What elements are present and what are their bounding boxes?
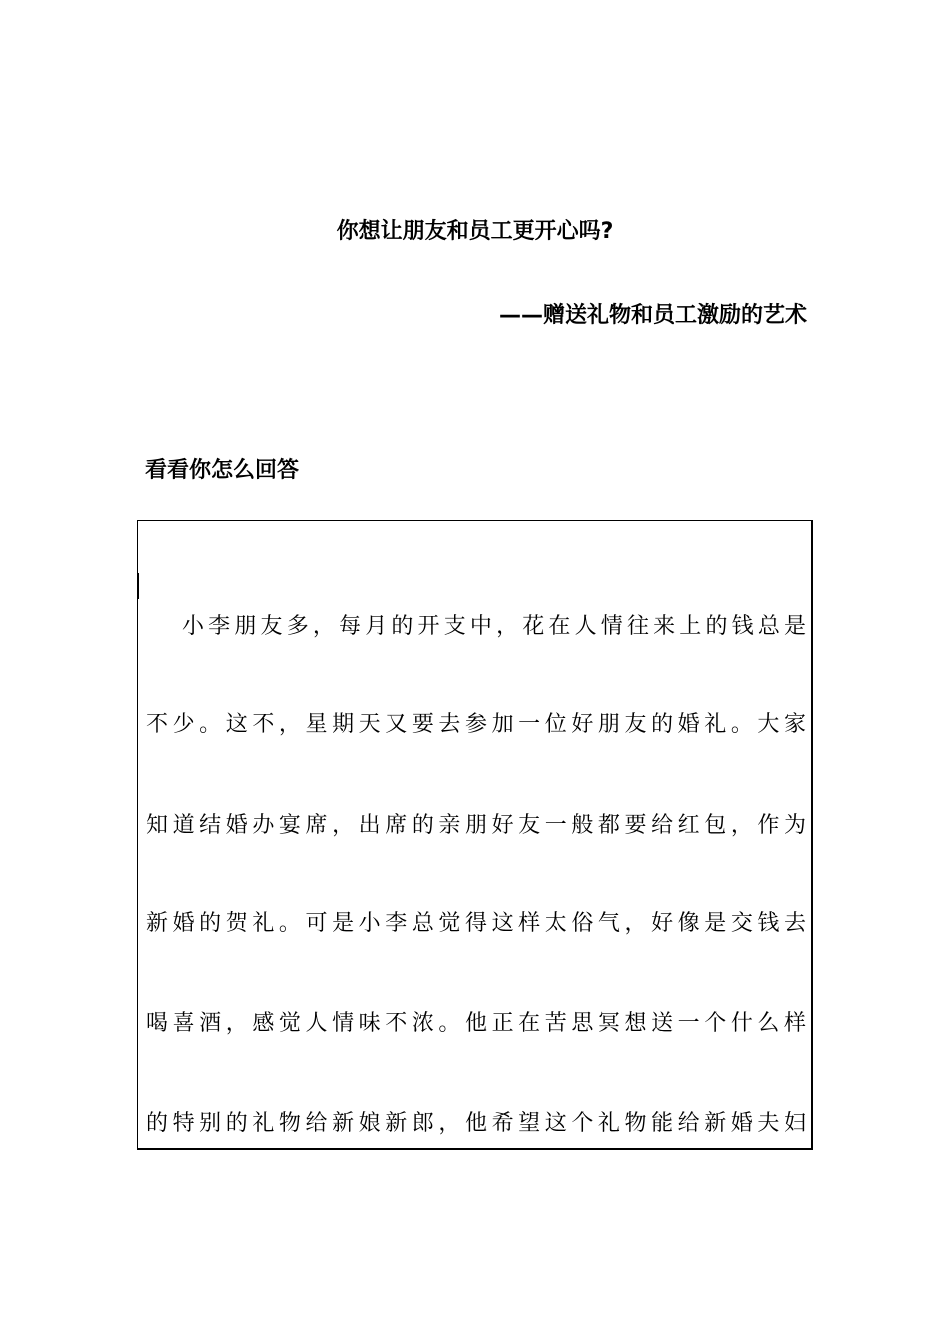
story-line: 新婚的贺礼。可是小李总觉得这样太俗气，好像是交钱去 xyxy=(146,911,806,936)
document-title: 你想让朋友和员工更开心吗? xyxy=(336,219,614,244)
document-subtitle: ——赠送礼物和员工激励的艺术 xyxy=(498,303,807,328)
box-edge-mark-right xyxy=(811,573,813,599)
story-line: 不少。这不，星期天又要去参加一位好朋友的婚礼。大家 xyxy=(146,712,806,737)
story-line: 小李朋友多，每月的开支中，花在人情往来上的钱总是 xyxy=(182,614,806,639)
story-line: 知道结婚办宴席，出席的亲朋好友一般都要给红包，作为 xyxy=(146,813,806,838)
story-box xyxy=(137,520,813,1150)
story-line: 喝喜酒，感觉人情味不浓。他正在苦思冥想送一个什么样 xyxy=(146,1011,806,1036)
story-line: 的特别的礼物给新娘新郎，他希望这个礼物能给新婚夫妇 xyxy=(146,1111,806,1136)
section-heading: 看看你怎么回答 xyxy=(145,457,300,483)
box-edge-mark-left xyxy=(137,573,139,599)
